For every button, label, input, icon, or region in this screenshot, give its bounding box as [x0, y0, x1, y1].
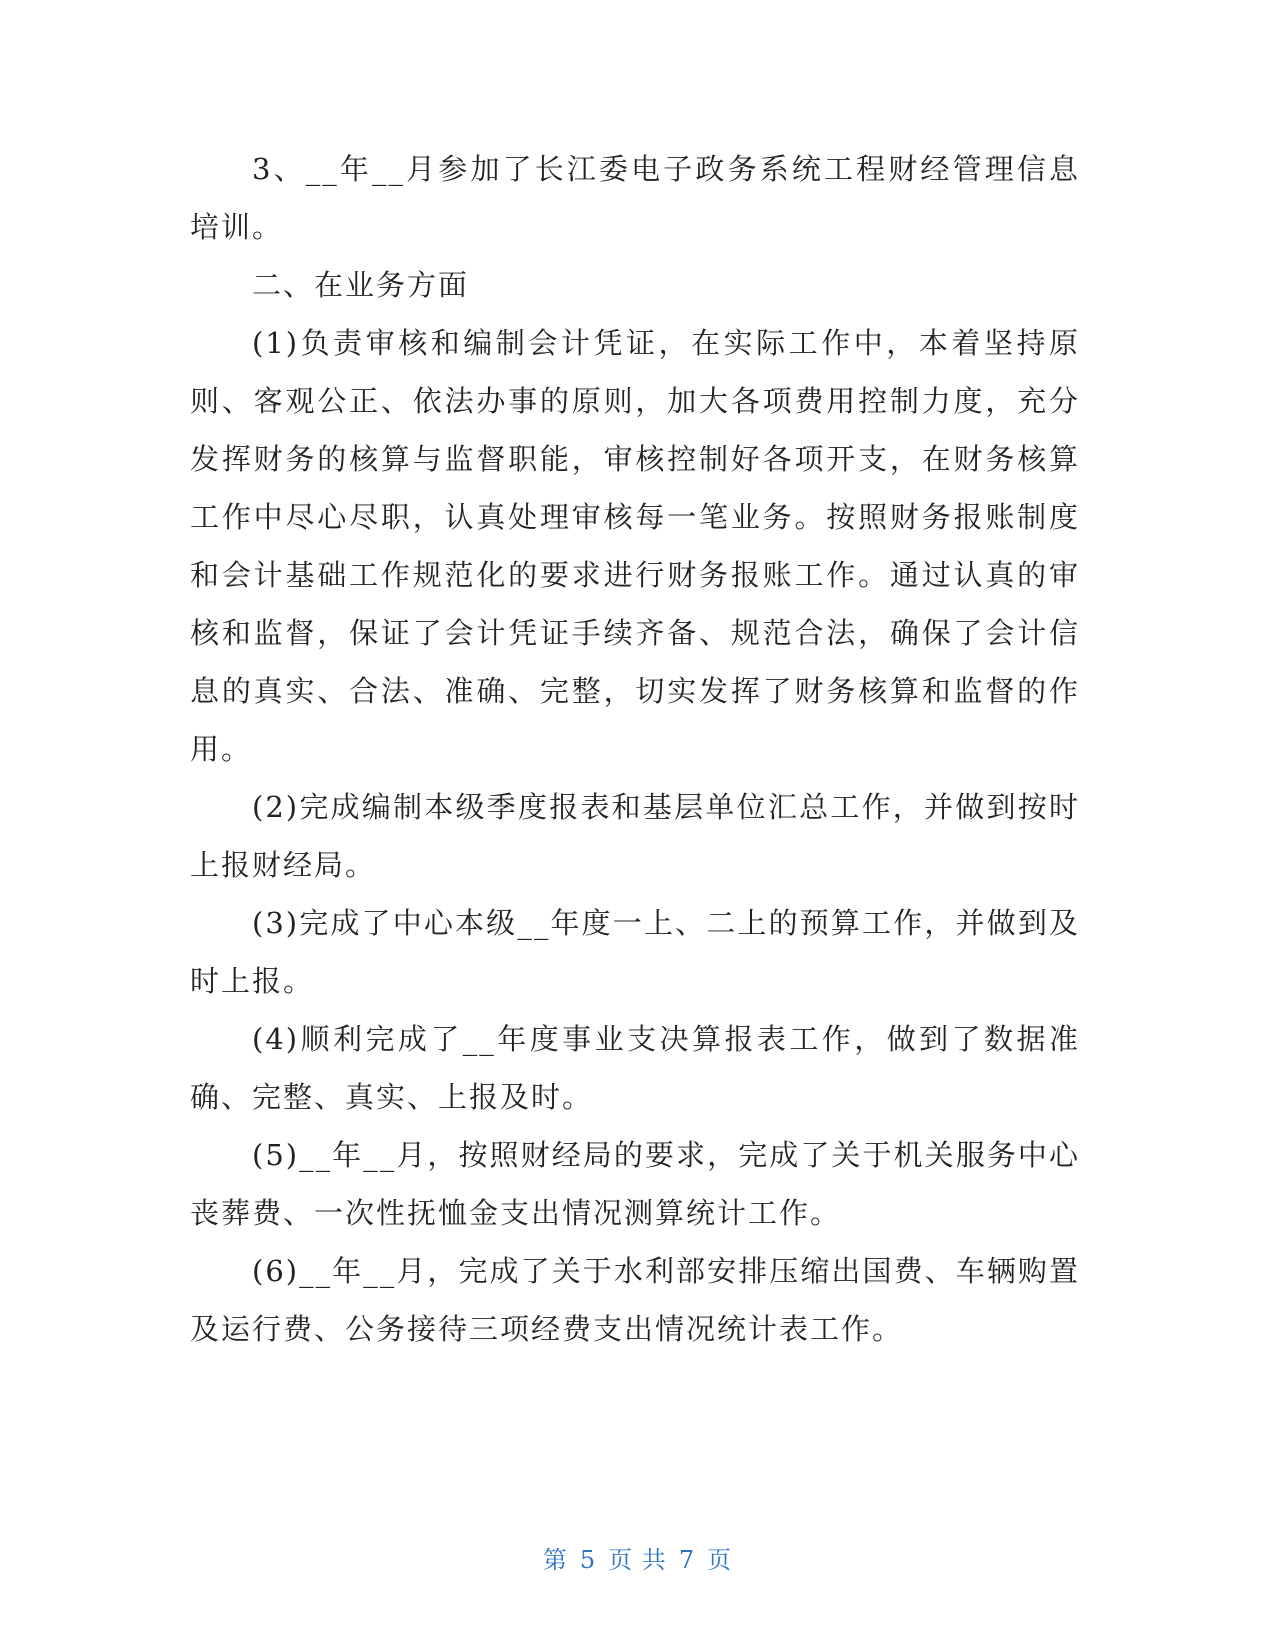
paragraph-item-5: (5)__年__月，按照财经局的要求，完成了关于机关服务中心丧葬费、一次性抚恤金支出情况测算统计工作。 — [190, 1138, 1080, 1230]
footer-page-number: 5 — [579, 1546, 597, 1574]
section-heading-business: 二、在业务方面 — [252, 268, 470, 302]
page-footer — [0, 1540, 1275, 1575]
paragraph-item-6: (6)__年__月，完成了关于水利部安排压缩出国费、车辆购置及运行费、公务接待三项经费支出情况统计表工作。 — [190, 1254, 1080, 1346]
paragraph-training: 3、__年__月参加了长江委电子政务系统工程财经管理信息培训。 — [190, 152, 1080, 244]
footer-prefix: 第 — [542, 1546, 568, 1574]
document-body — [190, 140, 1080, 1358]
paragraph-item-2: (2)完成编制本级季度报表和基层单位汇总工作，并做到按时上报财经局。 — [190, 790, 1080, 882]
paragraph-item-4: (4)顺利完成了__年度事业支决算报表工作，做到了数据准确、完整、真实、上报及时。 — [190, 1022, 1080, 1114]
footer-total-pages: 7 — [678, 1546, 696, 1574]
paragraph-item-1: (1)负责审核和编制会计凭证，在实际工作中，本着坚持原则、客观公正、依法办事的原则，加大各项费用控制力度，充分发挥财务的核算与监督职能，审核控制好各项开支，在财务核算工作中尽心尽职，认真处理审核每一笔业务。按照财务报账制度和会计基础工作规范化的要求进行财务报账工作。通过认真的审核和监督，保证了会计凭证手续齐备、规范合法，确保了会计信息的真实、合法、准确、完整，切实发挥了财务核算和监督的作用。 — [190, 326, 1080, 766]
paragraph-item-3: (3)完成了中心本级__年度一上、二上的预算工作，并做到及时上报。 — [190, 906, 1080, 998]
footer-middle: 页 共 — [608, 1546, 667, 1574]
footer-suffix: 页 — [707, 1546, 733, 1574]
